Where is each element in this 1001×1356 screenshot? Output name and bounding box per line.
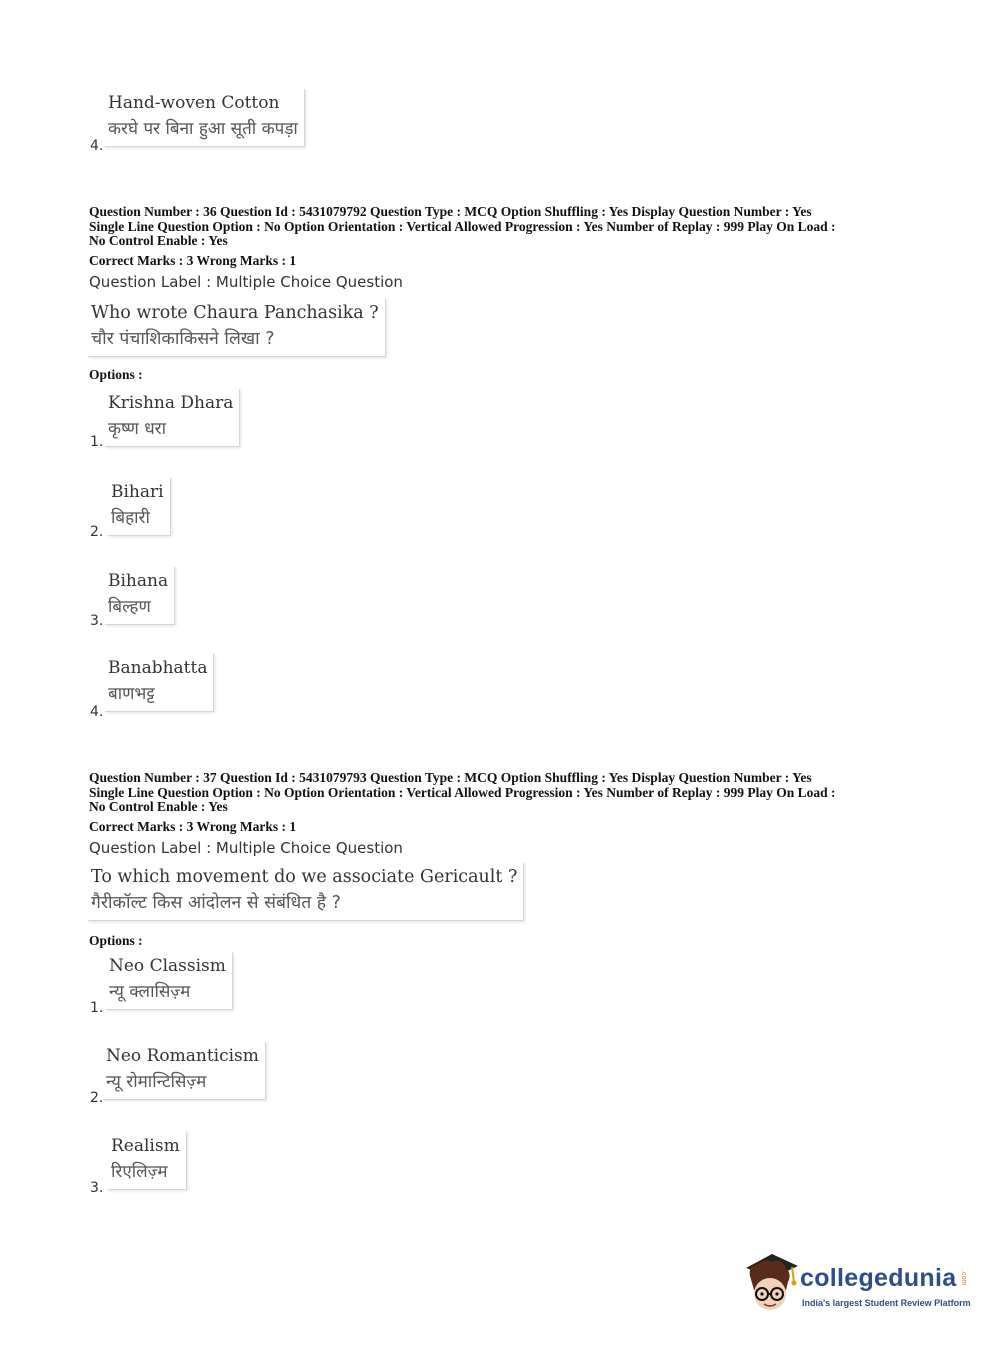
option-number: 1.	[90, 1000, 104, 1016]
option-text-en: Hand-woven Cotton	[108, 93, 280, 113]
meta-line: Single Line Question Option : No Option Orientation : Vertical Allowed Progression : Yes Number of Replay : 999 Play On Load :	[89, 784, 836, 800]
option-number: 4.	[90, 704, 104, 720]
option-number: 4.	[90, 138, 104, 154]
mascot-icon	[742, 1250, 800, 1318]
question-text-en: Who wrote Chaura Panchasika ?	[91, 303, 379, 323]
question-label: Question Label : Multiple Choice Question	[89, 273, 403, 291]
option-card[interactable]	[104, 88, 304, 146]
option-card[interactable]	[105, 951, 232, 1009]
option-card[interactable]	[104, 566, 174, 624]
marks-text: Correct Marks : 3 Wrong Marks : 1	[89, 253, 297, 268]
option-text-hi: बिल्हण	[108, 597, 151, 617]
meta-line: No Control Enable : Yes	[89, 233, 228, 248]
option-text-en: Banabhatta	[108, 658, 208, 678]
meta-line: Question Number : 37 Question Id : 5431079793 Question Type : MCQ Option Shuffling : Yes Display Question Number : Yes	[89, 770, 812, 785]
option-text-hi: रिएलिज़्म	[111, 1162, 168, 1182]
collegedunia-logo[interactable]	[742, 1250, 972, 1320]
option-number: 2.	[90, 524, 104, 540]
marks-text: Correct Marks : 3 Wrong Marks : 1	[89, 819, 297, 834]
option-text-hi: कृष्ण धरा	[108, 419, 167, 439]
question-card	[87, 298, 385, 356]
option-text-en: Bihana	[108, 571, 169, 591]
question-label: Question Label : Multiple Choice Question	[89, 839, 403, 857]
question-meta	[89, 771, 836, 815]
option-number: 3.	[90, 1180, 104, 1196]
logo-tagline: India's largest Student Review Platform	[802, 1298, 971, 1308]
options-label: Options :	[89, 933, 143, 948]
option-text-en: Neo Romanticism	[106, 1046, 259, 1066]
option-card[interactable]	[107, 1131, 186, 1189]
question-meta	[89, 205, 836, 249]
question-card	[87, 862, 523, 920]
option-card[interactable]	[104, 653, 213, 711]
option-card[interactable]	[102, 1041, 265, 1099]
option-text-hi: बाणभट्ट	[108, 684, 155, 704]
question-text-hi: चौर पंचाशिकाकिसने लिखा ?	[91, 329, 275, 349]
options-label: Options :	[89, 367, 143, 382]
question-text-hi: गैरीकॉल्ट किस आंदोलन से संबंधित है ?	[91, 893, 341, 913]
logo-name: collegedunia	[800, 1264, 957, 1292]
meta-line: Single Line Question Option : No Option Orientation : Vertical Allowed Progression : Yes Number of Replay : 999 Play On Load :	[89, 218, 836, 234]
logo-domain-suffix: .com	[960, 1270, 967, 1286]
option-text-en: Bihari	[111, 482, 164, 502]
option-text-en: Neo Classism	[109, 956, 226, 976]
question-text-en: To which movement do we associate Gericault ?	[91, 867, 518, 887]
option-text-hi: न्यू रोमान्टिसिज़्म	[106, 1072, 207, 1092]
option-text-hi: करघे पर बिना हुआ सूती कपड़ा	[108, 119, 298, 139]
option-number: 2.	[90, 1090, 104, 1106]
option-number: 3.	[90, 613, 104, 629]
option-card[interactable]	[104, 388, 239, 446]
option-text-hi: न्यू क्लासिज़्म	[109, 982, 191, 1002]
option-text-en: Realism	[111, 1136, 180, 1156]
option-text-en: Krishna Dhara	[108, 393, 234, 413]
meta-line: Question Number : 36 Question Id : 5431079792 Question Type : MCQ Option Shuffling : Yes Display Question Number : Yes	[89, 204, 812, 219]
meta-line: No Control Enable : Yes	[89, 799, 228, 814]
option-number: 1.	[90, 434, 104, 450]
option-card[interactable]	[107, 477, 170, 535]
option-text-hi: बिहारी	[111, 508, 150, 528]
